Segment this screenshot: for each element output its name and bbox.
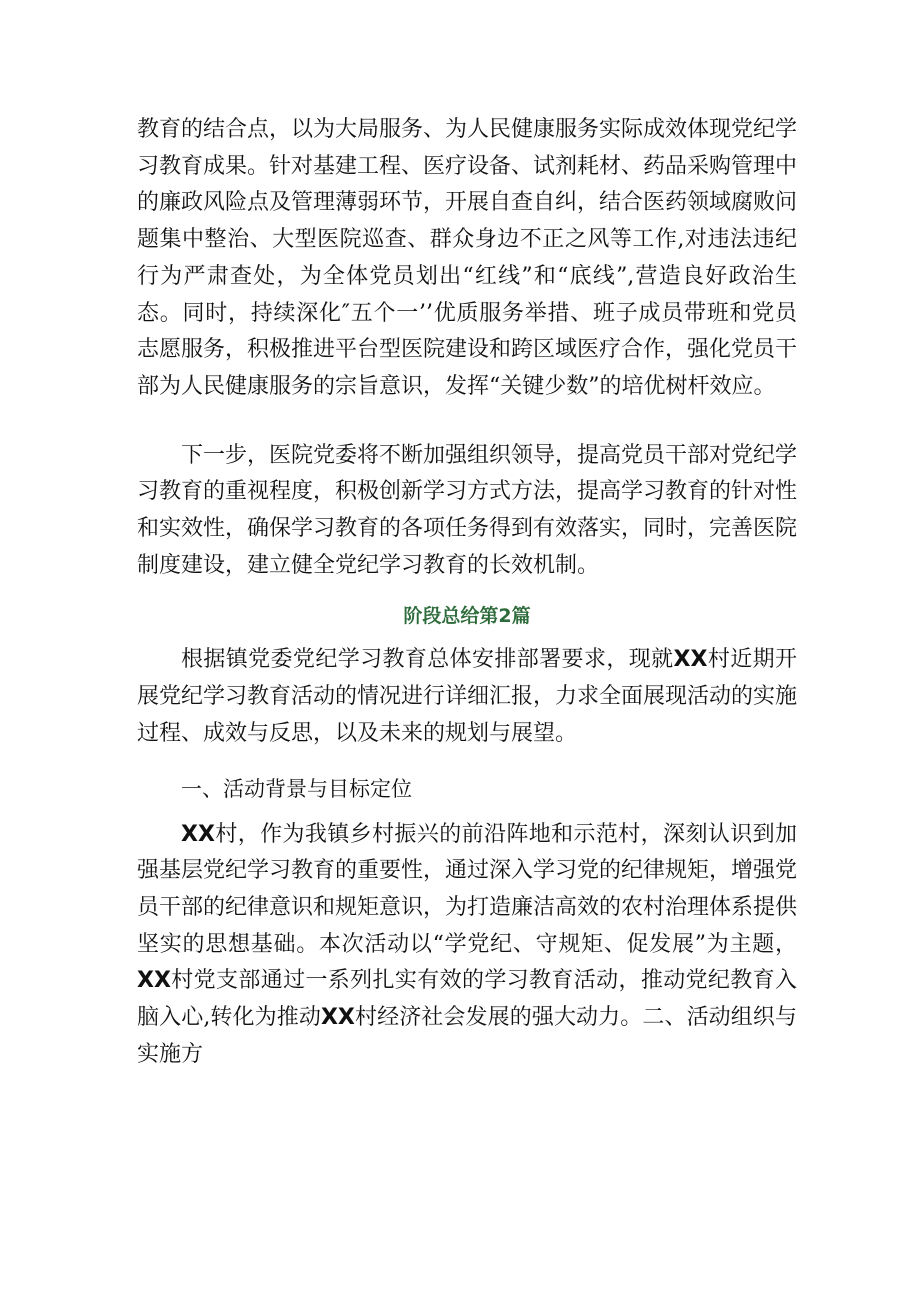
paragraph-next-steps: 下一步，医院党委将不断加强组织领导，提高党员干部对党纪学习教育的重视程度，积极创新学习方式方法，提高学习教育的针对性和实效性，确保学习教育的各项任务得到有效落实，同时，完善医院制度建设，建立健全党纪学习教育的长效机制。 — [137, 442, 798, 578]
paragraph-report-intro — [137, 642, 797, 752]
village-background-text-3: 村经济社会发展的强大动力。二、活动组织与实施方 — [137, 1005, 797, 1067]
village-name-placeholder: XX — [673, 647, 708, 673]
paragraph-village-background — [137, 817, 797, 1074]
report-intro-text-2: 村近期开展党纪学习教育活动的情况进行详细汇报，力求全面展现活动的实施过程、成效与反思，以及未来的规划与展望。 — [137, 647, 798, 746]
village-name-placeholder: XX — [181, 821, 215, 847]
village-name-placeholder: XX — [137, 968, 171, 994]
document-body — [137, 112, 797, 1073]
village-name-placeholder: XX — [320, 1005, 355, 1031]
village-background-text-2: 村党支部通过一系列扎实有效的学习教育活动，推动党纪教育入脑入心,转化为推动 — [137, 968, 797, 1031]
section-title: 阶段总给第2篇 — [403, 605, 531, 628]
village-background-text-1: 村，作为我镇乡村振兴的前沿阵地和示范村，深刻认识到加强基层党纪学习教育的重要性，通过深入学习党的纪律规矩，增强党员干部的纪律意识和规矩意识，为打造廉洁高效的农村治理体系提供坚实的思想基础。本次活动以“学党纪、守规矩、促发展”为主题， — [137, 821, 798, 957]
report-intro-text-1: 根据镇党委党纪学习教育总体安排部署要求，现就 — [181, 647, 674, 673]
heading-background-goals: 一、活动背景与目标定位 — [181, 776, 412, 801]
paragraph-hospital-measures: 教育的结合点，以为大局服务、为人民健康服务实际成效体现党纪学习教育成果。针对基建工程、医疗设备、试剂耗材、药品采购管理中的廉政风险点及管理薄弱环节，开展自查自纠，结合医药领域腐败问题集中整治、大型医院巡查、群众身边不正之风等工作,对违法违纪行为严肃查处，为全体党员划出“红线”和“底线”,营造良好政治生态。同时，持续深化″五个一’’优质服务举措、班子成员带班和党员志愿服务，积极推进平台型医院建设和跨区域医疗合作，强化党员干部为人民健康服务的宗旨意识，发挥“关键少数”的培优树杆效应。 — [137, 117, 798, 399]
